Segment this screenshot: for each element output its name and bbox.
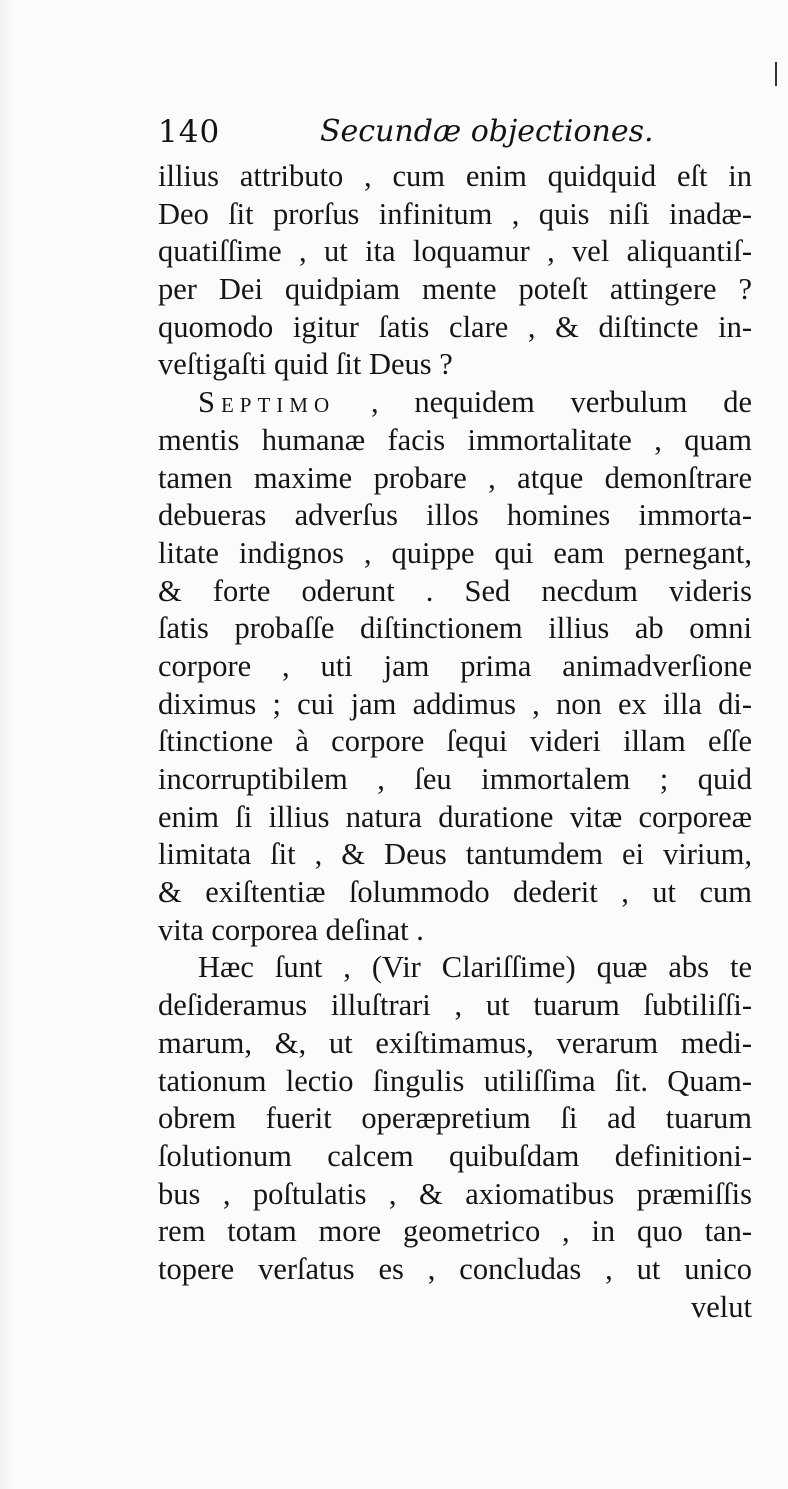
text-line: quatiſſime , ut ita loquamur , vel aliquantiſ- — [158, 234, 752, 269]
paragraph-2 — [158, 384, 752, 949]
text-line: deſideramus illuſtrari , ut tuarum ſubtiliſſi- — [158, 988, 752, 1023]
text-line: diximus ; cui jam addimus , non ex illa di- — [158, 686, 752, 721]
text-line: litate indignos , quippe qui eam pernegant, — [158, 535, 752, 570]
text-line: ſatis probaſſe diſtinctionem illius ab omni — [158, 611, 752, 646]
text-line: Deo ſit prorſus infinitum , quis niſi inadæ- — [158, 196, 752, 231]
page-number: 140 — [158, 114, 221, 150]
text-line: & exiſtentiæ ſolummodo dederit , ut cum — [158, 875, 752, 910]
text-line: topere verſatus es , concludas , ut unico — [158, 1251, 752, 1286]
text-line: mentis humanæ facis immortalitate , quam — [158, 422, 752, 457]
text-line: limitata ſit , & Deus tantumdem ei virium, — [158, 837, 752, 872]
text-line: ſtinctione à corpore ſequi videri illam eſſe — [158, 724, 752, 759]
lead-word: Septimo — [198, 385, 336, 420]
text-line: corpore , uti jam prima animadverſione — [158, 648, 752, 683]
body-text — [158, 158, 752, 1326]
text-line: & forte oderunt . Sed necdum videris — [158, 573, 752, 608]
text-line: obrem fuerit operæpretium ſi ad tuarum — [158, 1101, 752, 1136]
paragraph-3 — [158, 949, 752, 1288]
text-line — [158, 384, 752, 422]
text-line-rest: , nequidem verbulum de — [370, 385, 753, 420]
paragraph-1 — [158, 158, 752, 384]
text-line: tamen maxime probare , atque demonſtrare — [158, 460, 752, 495]
text-line: marum, &, ut exiſtimamus, verarum medi- — [158, 1025, 752, 1060]
page-gutter-shadow — [0, 0, 14, 1489]
text-line: illius attributo , cum enim quidquid eſt in — [158, 159, 752, 193]
catchword: velut — [691, 1289, 752, 1324]
text-line: quomodo igitur ſatis clare , & diſtincte in- — [158, 309, 752, 344]
text-line: debueras adverſus illos homines immorta- — [158, 498, 752, 533]
text-line: bus , poſtulatis , & axiomatibus præmiſſis — [158, 1176, 752, 1211]
running-head: Secundæ objectiones. — [320, 114, 654, 149]
text-line: ſolutionum calcem quibuſdam definitioni- — [158, 1138, 752, 1173]
text-line: enim ſi illius natura duratione vitæ corporeæ — [158, 799, 752, 834]
text-line: vita corporea deſinat . — [158, 912, 424, 947]
text-line: per Dei quidpiam mente poteſt attingere ? — [158, 272, 752, 307]
text-line: tationum lectio ſingulis utiliſſima ſit. Quam- — [158, 1063, 752, 1098]
edge-mark — [775, 62, 777, 86]
text-line: incorruptibilem , ſeu immortalem ; quid — [158, 762, 752, 796]
text-line: veſtigaſti quid ſit Deus ? — [158, 347, 453, 382]
text-line: Hæc ſunt , (Vir Clariſſime) quæ abs te — [198, 950, 752, 985]
text-line: rem totam more geometrico , in quo tan- — [158, 1214, 752, 1249]
page-header — [158, 112, 748, 152]
